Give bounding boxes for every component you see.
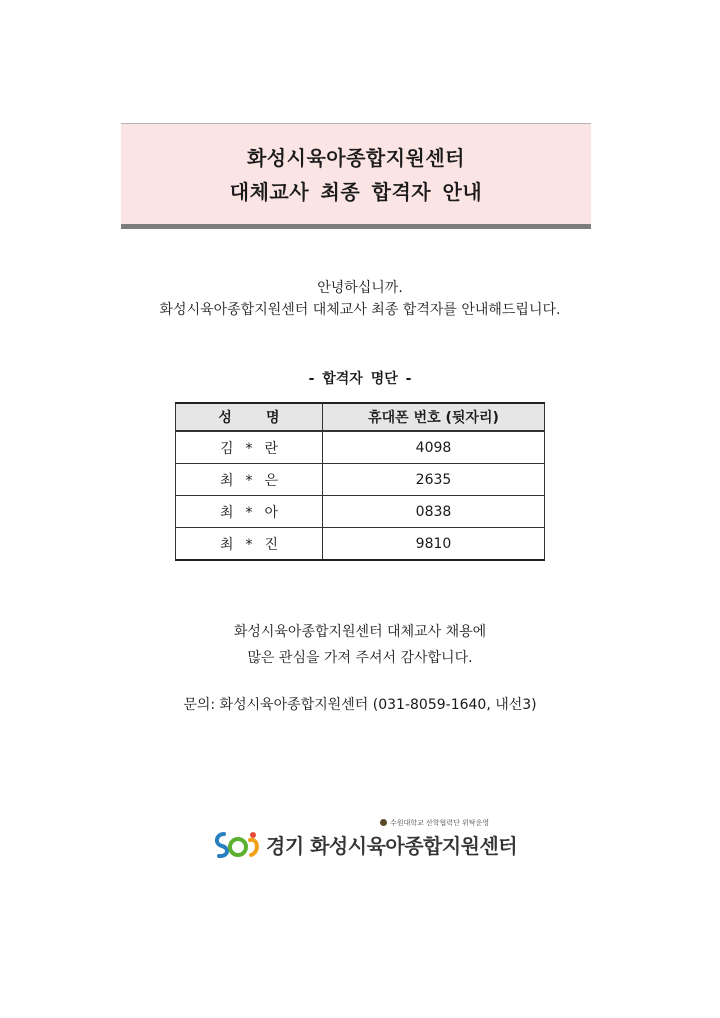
- name-first: 김: [220, 440, 234, 457]
- name-first: 최: [220, 536, 234, 553]
- name-cell: [176, 496, 323, 528]
- list-heading: - 합격자 명단 -: [308, 371, 412, 387]
- name-cell: [176, 431, 323, 464]
- university-seal-icon: [380, 819, 387, 826]
- name-last: 란: [264, 440, 278, 457]
- phone-cell: 4098: [323, 431, 545, 464]
- greeting-line-2: 화성시육아종합지원센터 대체교사 최종 합격자를 안내해드립니다.: [159, 302, 561, 318]
- name-first: 최: [220, 472, 234, 489]
- logo-name: 경기 화성시육아종합지원센터: [266, 834, 518, 858]
- logo-subtitle-text: 수원대학교 산학협력단 위탁운영: [390, 819, 490, 827]
- roster-table: [175, 402, 545, 561]
- name-mask: *: [245, 440, 253, 457]
- phone-cell: 9810: [323, 528, 545, 561]
- logo-subtitle: [380, 818, 489, 828]
- name-mask: *: [245, 472, 253, 489]
- name-mask: *: [245, 504, 253, 521]
- title-line-2: 대체교사 최종 합격자 안내: [229, 179, 483, 204]
- name-last: 진: [264, 536, 278, 553]
- contact-info: 문의: 화성시육아종합지원센터 (031-8059-1640, 내선3): [183, 697, 537, 713]
- name-last: 은: [264, 472, 278, 489]
- center-logo-icon: [212, 830, 262, 860]
- title-line-1: 화성시육아종합지원센터: [246, 145, 466, 170]
- name-cell: [176, 528, 323, 561]
- table-row: [176, 431, 545, 464]
- center-logo: [212, 818, 518, 862]
- table-row: [176, 496, 545, 528]
- title-box: [121, 123, 591, 225]
- closing-line-2: 많은 관심을 가져 주셔서 감사합니다.: [247, 650, 473, 666]
- table-row: [176, 464, 545, 496]
- phone-cell: 2635: [323, 464, 545, 496]
- title-underline-bar: [121, 224, 591, 229]
- name-last: 아: [264, 504, 278, 521]
- closing-line-1: 화성시육아종합지원센터 대체교사 채용에: [233, 624, 487, 640]
- phone-cell: 0838: [323, 496, 545, 528]
- name-cell: [176, 464, 323, 496]
- name-mask: *: [245, 536, 253, 553]
- header-phone: 휴대폰 번호 (뒷자리): [323, 403, 545, 431]
- greeting-line-1: 안녕하십니까.: [317, 280, 403, 296]
- table-header-row: [176, 403, 545, 431]
- table-row: [176, 528, 545, 561]
- header-name: 성 명: [176, 403, 323, 431]
- name-first: 최: [220, 504, 234, 521]
